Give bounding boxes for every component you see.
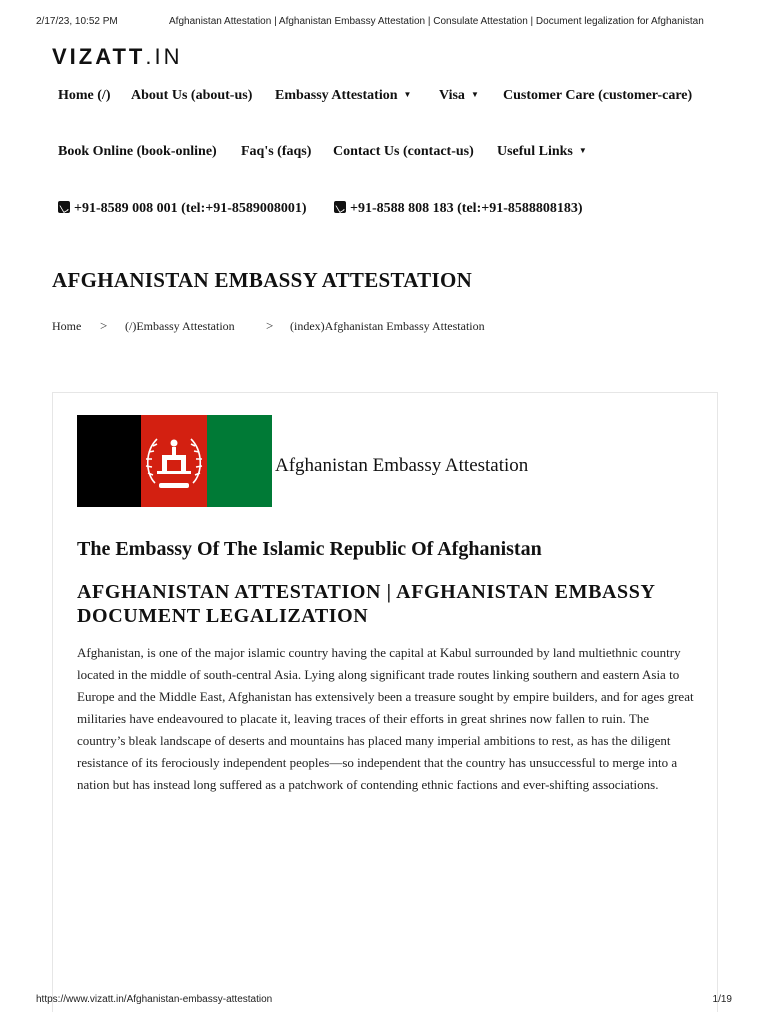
nav-visa[interactable] <box>439 88 479 104</box>
caret-down-icon: ▼ <box>403 90 412 99</box>
logo-light-text: .IN <box>145 44 183 69</box>
phone-icon <box>58 201 70 213</box>
phone-link-2-label: +91-8588 808 183 (tel:+91-8588808183) <box>350 201 583 216</box>
print-url: https://www.vizatt.in/Afghanistan-embassy-attestation <box>36 994 273 1005</box>
phone-link-1-label: +91-8589 008 001 (tel:+91-8589008001) <box>74 201 307 216</box>
phone-link-1[interactable] <box>58 200 307 217</box>
nav-faqs[interactable] <box>241 144 311 160</box>
afghanistan-flag-image <box>77 415 272 507</box>
nav-about-us-label: About Us (about-us) <box>131 88 253 103</box>
flag-caption: Afghanistan Embassy Attestation <box>275 455 529 476</box>
logo-bold-text: VIZATT <box>52 44 146 69</box>
site-logo[interactable] <box>52 44 182 70</box>
flag-green-stripe <box>207 415 272 507</box>
phone-link-2[interactable] <box>334 200 583 217</box>
caret-down-icon: ▼ <box>578 146 587 155</box>
flag-red-stripe <box>141 415 207 507</box>
phone-icon <box>334 201 346 213</box>
breadcrumb-separator-icon: > <box>266 318 274 333</box>
nav-customer-care-label: Customer Care (customer-care) <box>503 88 693 103</box>
nav-useful-links[interactable] <box>497 144 587 160</box>
nav-useful-links-label: Useful Links <box>497 144 573 159</box>
nav-home[interactable] <box>58 88 110 104</box>
caret-down-icon: ▼ <box>470 90 479 99</box>
nav-embassy-attestation[interactable] <box>275 88 411 104</box>
flag-black-stripe <box>77 415 141 507</box>
nav-customer-care[interactable] <box>503 88 692 104</box>
afghanistan-emblem-icon <box>141 425 207 497</box>
print-footer <box>36 994 732 1008</box>
nav-book-online-label: Book Online (book-online) <box>58 144 217 159</box>
nav-about-us[interactable] <box>131 88 252 104</box>
nav-visa-label: Visa <box>439 88 465 103</box>
page-title: AFGHANISTAN EMBASSY ATTESTATION <box>52 268 473 292</box>
breadcrumb-separator-icon: > <box>100 318 108 333</box>
breadcrumb-home[interactable]: Home <box>52 319 82 333</box>
nav-book-online[interactable] <box>58 144 217 160</box>
nav-contact-us-label: Contact Us (contact-us) <box>333 144 474 159</box>
nav-embassy-attestation-label: Embassy Attestation <box>275 88 398 103</box>
nav-contact-us[interactable] <box>333 144 474 160</box>
print-page-title: Afghanistan Attestation | Afghanistan Embassy Attestation | Consulate Attestation | Document legalization for Afghanistan <box>169 16 704 27</box>
print-header <box>36 16 732 30</box>
print-page-number: 1/19 <box>712 994 732 1005</box>
embassy-heading: The Embassy Of The Islamic Republic Of Afghanistan <box>77 538 542 560</box>
nav-home-label: Home (/) <box>58 88 111 103</box>
breadcrumb-embassy-attestation[interactable]: (/)Embassy Attestation <box>125 319 235 333</box>
body-paragraph: Afghanistan, is one of the major islamic country having the capital at Kabul surrounded by land multiethnic country located in the middle of south-central Asia. Lying along significant trade routes linking southern and eastern Asia to Europe and the Middle East, Afghanistan has extensively been a treasure sought by empire builders, and for ages great militaries have endeavoured to placate it, leaving traces of their efforts in great shrines now fallen to ruin. The country’s bleak landscape of deserts and mountains has placed many imperial ambitions to rest, as has the diligent resistance of its ferociously independent peoples—so independent that the country has unsuccessful to merge into a nation but has instead long suffered as a patchwork of contending ethnic factions and ever-shifting associations. <box>77 645 694 792</box>
section-heading: AFGHANISTAN ATTESTATION | AFGHANISTAN EMBASSY DOCUMENT LEGALIZATION <box>77 581 655 627</box>
print-datetime: 2/17/23, 10:52 PM <box>36 16 118 27</box>
nav-faqs-label: Faq's (faqs) <box>241 144 312 159</box>
breadcrumb-current: (index)Afghanistan Embassy Attestation <box>290 319 485 333</box>
